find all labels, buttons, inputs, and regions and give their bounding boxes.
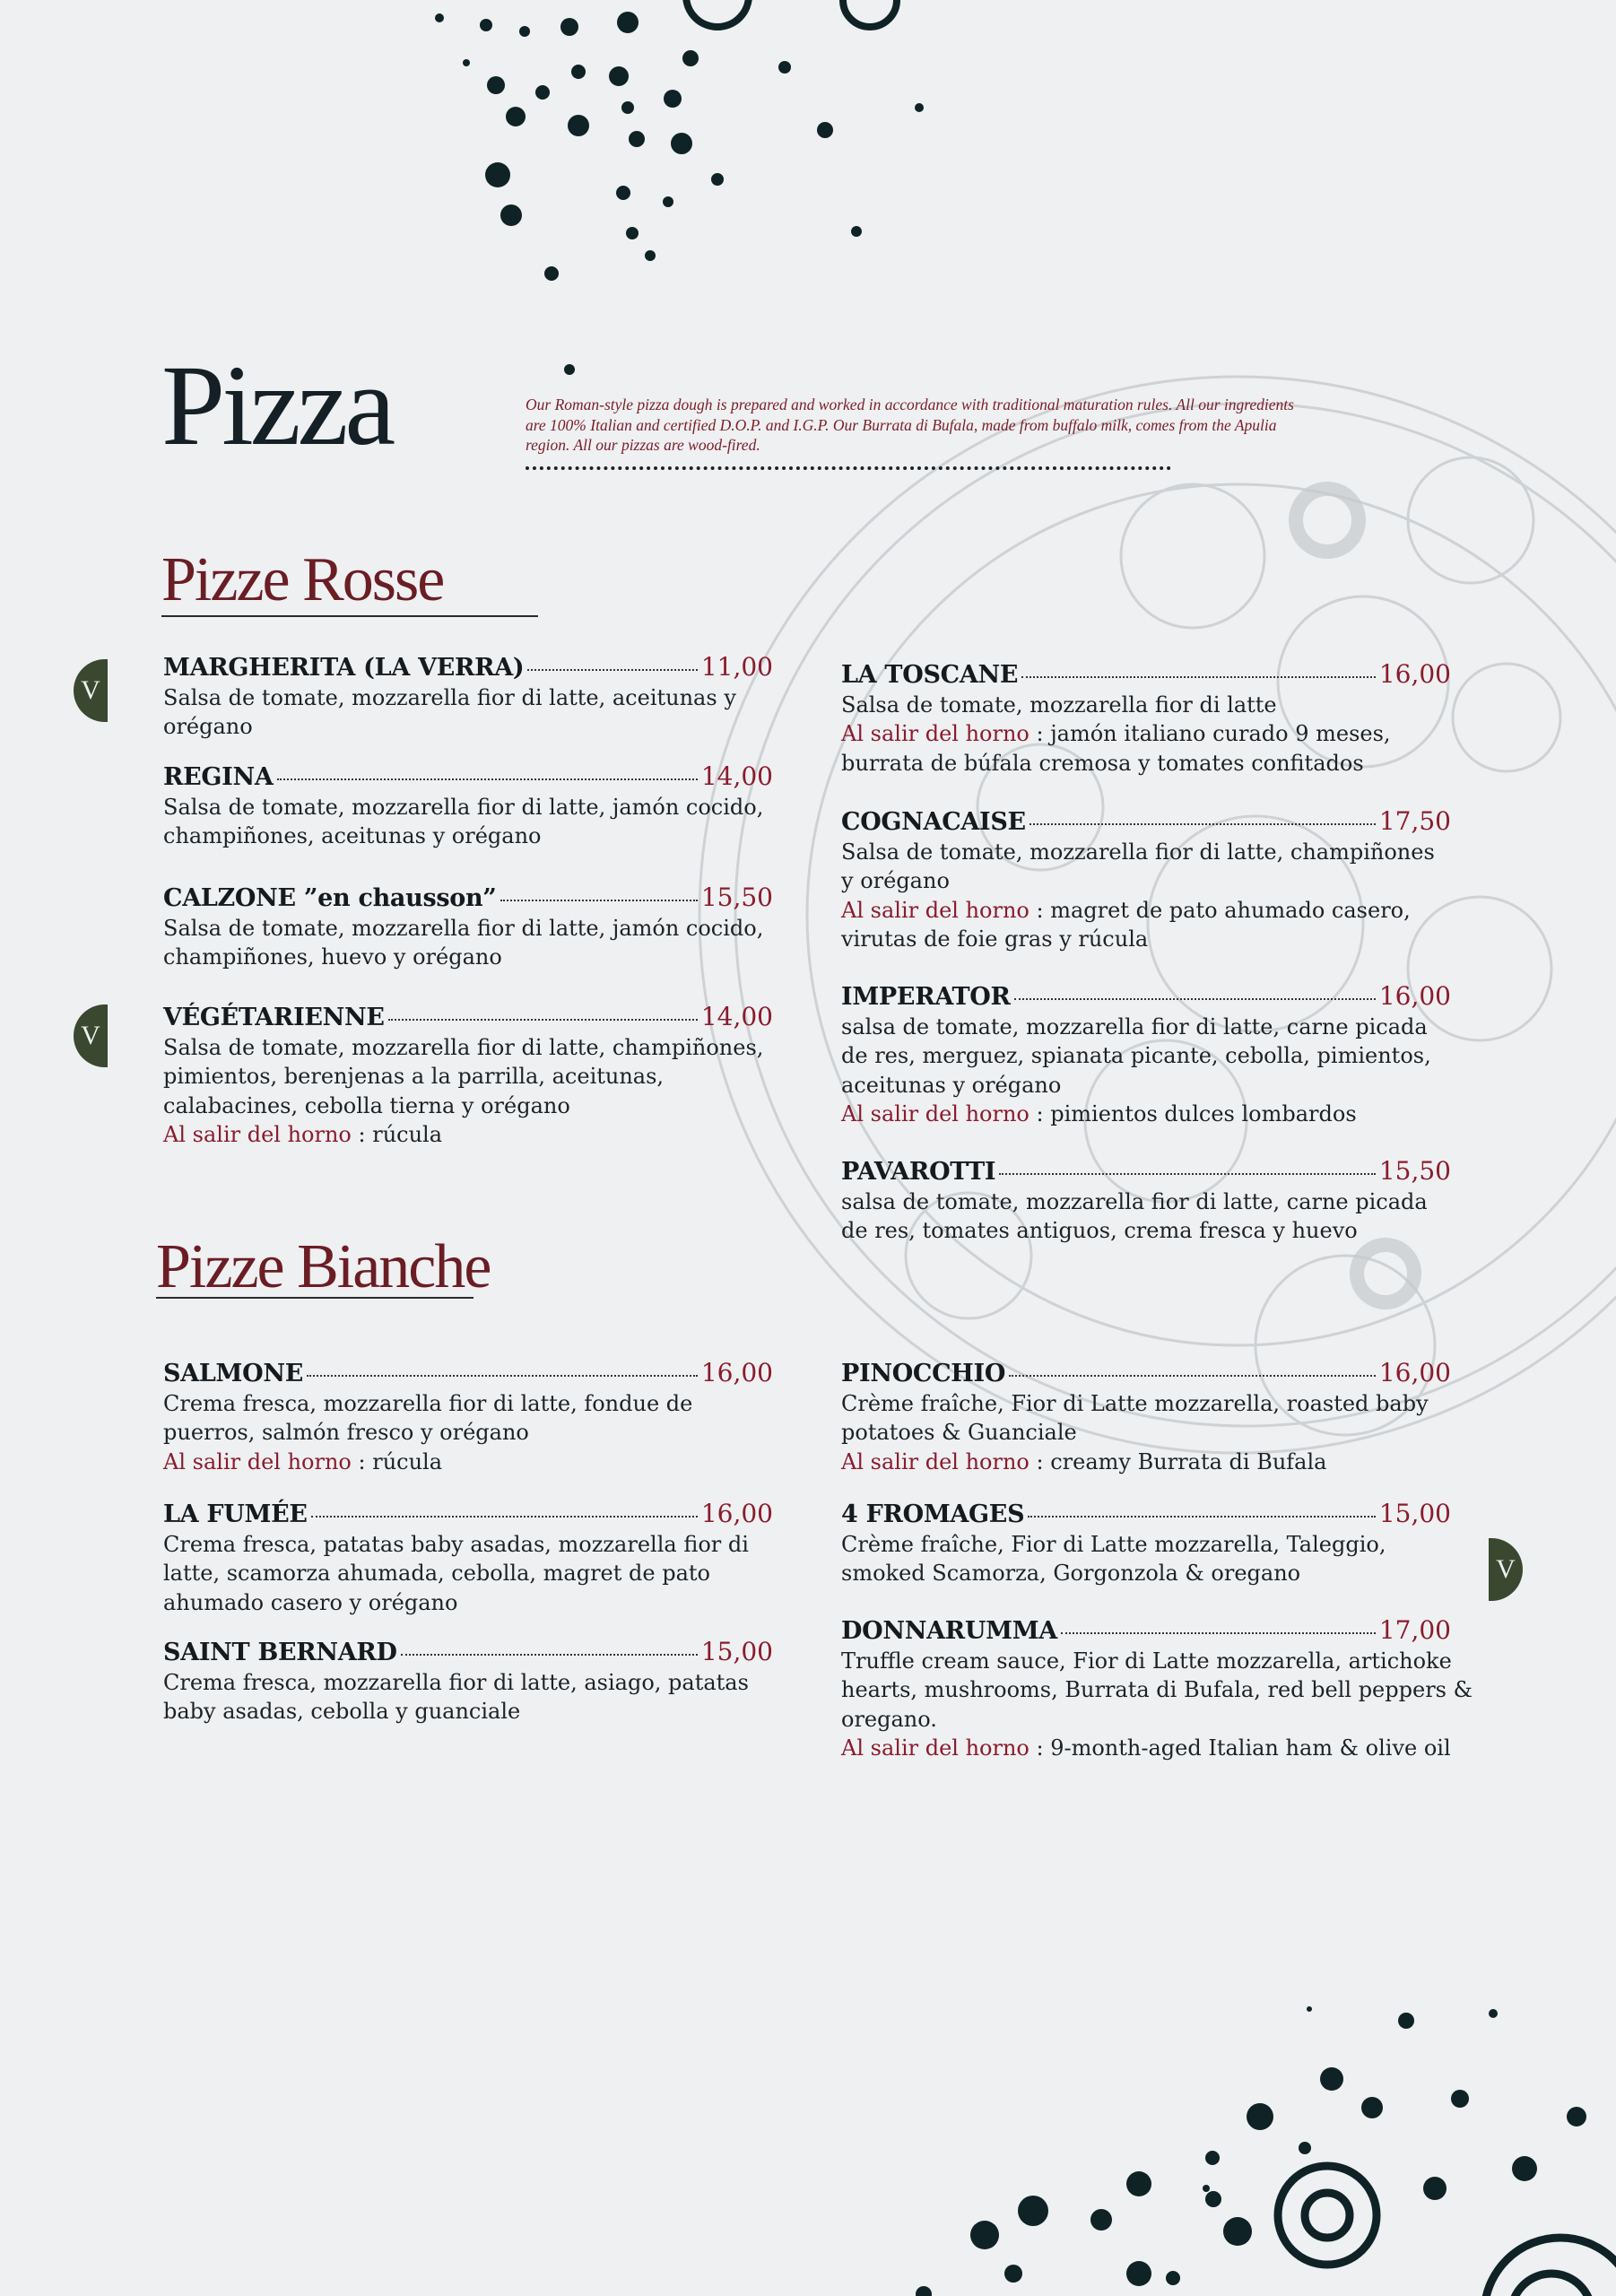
item-name: LA TOSCANE [841, 661, 1019, 689]
extra-text: : rúcula [351, 1122, 443, 1147]
item-extra [841, 1734, 1532, 1763]
item-price: 16,00 [700, 1358, 773, 1387]
item-name: SAINT BERNARD [163, 1639, 397, 1666]
item-description: Salsa de tomate, mozzarella fior di latte, jamón cocido, champiñones, huevo y orégano [163, 915, 764, 970]
item-price: 15,00 [700, 1637, 773, 1666]
extra-label: Al salir del horno [841, 897, 1030, 923]
leader-dots [527, 669, 697, 671]
menu-item [841, 1616, 1532, 1763]
item-price: 17,50 [1378, 806, 1451, 836]
item-extra [163, 1448, 773, 1477]
item-description: Salsa de tomate, mozzarella fior di latte [841, 691, 1277, 718]
extra-label: Al salir del horno [841, 1448, 1030, 1474]
menu-item [841, 660, 1451, 778]
item-description: Crème fraîche, Fior di Latte mozzarella, Taleggio, smoked Scamorza, Gorgonzola & oregano [841, 1531, 1386, 1586]
menu-item [163, 1638, 773, 1726]
item-name: PAVAROTTI [841, 1158, 996, 1186]
extra-label: Al salir del horno [841, 721, 1030, 746]
item-price: 15,50 [1378, 1156, 1451, 1186]
item-description: salsa de tomate, mozzarella fior di latte, carne picada de res, tomates antiguos, crema fresca y huevo [841, 1188, 1428, 1243]
item-price: 17,00 [1378, 1615, 1451, 1645]
leader-dots [1030, 823, 1376, 825]
item-name: 4 FROMAGES [841, 1500, 1025, 1528]
item-name: VÉGÉTARIENNE [163, 1004, 385, 1031]
item-price: 16,00 [1378, 981, 1451, 1011]
extra-text: : pimientos dulces lombardos [1029, 1101, 1357, 1126]
extra-text: : rúcula [351, 1448, 443, 1474]
item-name: LA FUMÉE [163, 1500, 308, 1528]
intro-text: Our Roman-style pizza dough is prepared and worked in accordance with traditional maturation rules. All our ingredients are 100% Italian and certified D.O.P. and I.G.P. Our Burrata di Bufala, made from buffalo milk, comes from the Apulia region. All our pizzas are wood-fired. [526, 396, 1294, 454]
item-name: MARGHERITA (LA VERRA) [163, 654, 525, 682]
extra-label: Al salir del horno [841, 1735, 1030, 1761]
leader-dots [500, 900, 698, 901]
item-extra [841, 896, 1451, 954]
item-price: 14,00 [700, 1002, 773, 1031]
item-price: 14,00 [700, 761, 773, 791]
item-price: 16,00 [1378, 1358, 1451, 1387]
item-description: Salsa de tomate, mozzarella fior di latte, champiñones, pimientos, berenjenas a la parrilla, aceitunas, calabacines, cebolla tierna y orégano [163, 1034, 764, 1118]
section-title-bianche: Pizze Bianche [156, 1232, 491, 1301]
leader-dots [311, 1516, 698, 1518]
item-name: DONNARUMMA [841, 1617, 1057, 1645]
item-description: Salsa de tomate, mozzarella fior di latte, champiñones y orégano [841, 839, 1435, 893]
item-name: COGNACAISE [841, 808, 1026, 836]
item-name: REGINA [163, 763, 274, 791]
item-description: salsa de tomate, mozzarella fior di latte, carne picada de res, merguez, spianata picante, cebolla, pimientos, aceitunas y orégano [841, 1013, 1431, 1098]
extra-label: Al salir del horno [163, 1448, 352, 1474]
leader-dots [1021, 676, 1376, 678]
leader-dots [1028, 1516, 1376, 1518]
item-extra [163, 1120, 773, 1150]
leader-dots [401, 1654, 698, 1656]
item-price: 11,00 [700, 652, 773, 682]
item-price: 15,50 [700, 883, 773, 912]
menu-item [163, 1359, 773, 1476]
menu-item [841, 1359, 1451, 1476]
item-extra [841, 719, 1451, 778]
extra-text: : magret de pato ahumado casero, virutas de foie gras y rúcula [841, 897, 1411, 952]
leader-dots [307, 1375, 698, 1377]
section-rule-rosse [161, 615, 538, 617]
item-price: 16,00 [700, 1499, 773, 1528]
menu-item [841, 1500, 1451, 1588]
vegetarian-badge: V [74, 659, 108, 722]
menu-item [163, 653, 773, 742]
section-title-rosse: Pizze Rosse [161, 545, 444, 614]
leader-dots [1014, 998, 1376, 1000]
menu-item [163, 1003, 773, 1150]
item-name: SALMONE [163, 1360, 303, 1387]
leader-dots [388, 1019, 698, 1021]
item-price: 16,00 [1378, 659, 1451, 689]
item-description: Salsa de tomate, mozzarella fior di latte, aceitunas y orégano [163, 684, 736, 739]
leader-dots [1061, 1632, 1376, 1634]
extra-label: Al salir del horno [841, 1101, 1030, 1126]
leader-dots [999, 1173, 1376, 1175]
menu-item [163, 762, 773, 851]
intro-divider [526, 466, 1171, 470]
item-name: CALZONE ”en chausson” [163, 884, 497, 912]
menu-item [841, 807, 1451, 954]
menu-item [163, 1500, 773, 1617]
leader-dots [1009, 1375, 1376, 1377]
item-name: IMPERATOR [841, 983, 1011, 1011]
menu-item [841, 1157, 1451, 1246]
vegetarian-badge: V [74, 1004, 108, 1067]
extra-label: Al salir del horno [163, 1122, 352, 1147]
extra-text: : 9-month-aged Italian ham & olive oil [1029, 1735, 1451, 1761]
page-title: Pizza [161, 342, 393, 469]
item-price: 15,00 [1378, 1499, 1451, 1528]
leader-dots [277, 778, 698, 780]
extra-text: : jamón italiano curado 9 meses, burrata de búfala cremosa y tomates confitados [841, 721, 1391, 776]
extra-text: : creamy Burrata di Bufala [1029, 1448, 1327, 1474]
item-name: PINOCCHIO [841, 1360, 1006, 1387]
item-description: Crema fresca, patatas baby asadas, mozzarella fior di latte, scamorza ahumada, cebolla, magret de pato ahumado casero y orégano [163, 1531, 749, 1615]
section-rule-bianche [156, 1297, 474, 1299]
item-description: Crema fresca, mozzarella fior di latte, fondue de puerros, salmón fresco y orégano [163, 1390, 693, 1445]
item-extra [841, 1100, 1451, 1129]
menu-item [841, 982, 1451, 1129]
item-description: Crème fraîche, Fior di Latte mozzarella, roasted baby potatoes & Guanciale [841, 1390, 1429, 1445]
menu-item [163, 883, 773, 972]
item-extra [841, 1448, 1451, 1477]
vegetarian-badge: V [1489, 1538, 1523, 1601]
item-description: Truffle cream sauce, Fior di Latte mozzarella, artichoke hearts, mushrooms, Burrata di Bufala, red bell peppers & oregano. [841, 1648, 1473, 1732]
item-description: Salsa de tomate, mozzarella fior di latte, jamón cocido, champiñones, aceitunas y orégano [163, 794, 764, 848]
item-description: Crema fresca, mozzarella fior di latte, asiago, patatas baby asadas, cebolla y guanciale [163, 1669, 749, 1724]
